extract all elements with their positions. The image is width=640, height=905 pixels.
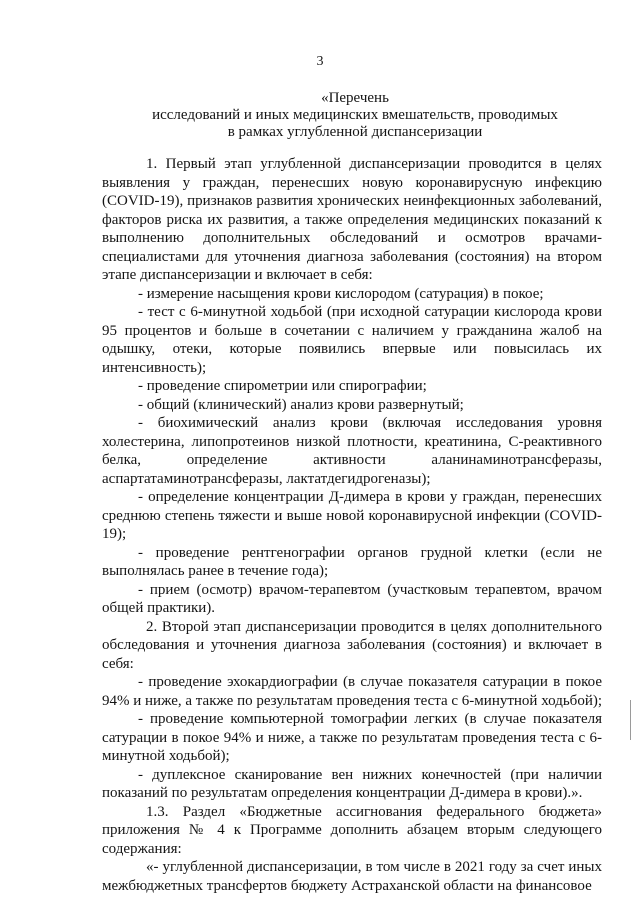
list-item: - прием (осмотр) врачом-терапевтом (участковым терапевтом, врачом общей практики). [102, 581, 602, 616]
document-title [120, 90, 590, 141]
list-item: - дуплексное сканирование вен нижних конечностей (при наличии показаний по результатам определения концентрации Д-димера в крови).». [102, 766, 602, 801]
list-item: - общий (клинический) анализ крови развернутый; [138, 396, 464, 413]
title-line-2: исследований и иных медицинских вмешательств, проводимых [152, 107, 558, 123]
list-item: - проведение эхокардиографии (в случае показателя сатурации в покое 94% и ниже, а также по результатам проведения теста с 6-минутной ходьбой); [102, 674, 603, 709]
title-line-3: в рамках углубленной диспансеризации [227, 124, 483, 140]
list-item: - биохимический анализ крови (включая исследования уровня холестерина, липопротеинов низкой плотности, креатинина, С-реактивного белка, определение активности аланинаминотрансферазы, аспартатаминотрансферазы, лактатдегидрогеназы); [102, 415, 602, 487]
list-item: - проведение спирометрии или спирографии; [138, 378, 427, 394]
paragraph-stage-1: 1. Первый этап углубленной диспансеризации проводится в целях выявления у граждан, перенесших новую коронавирусную инфекцию (COVID-19), признаков развития хронических неинфекционных заболеваний, факторов риска их развития, а также определения медицинских показаний к выполнению дополнительных обследований и осмотров врачами-специалистами для уточнения диагноза заболевания (состояния) на втором этапе диспансеризации и включает в себя: [102, 156, 602, 283]
paragraph-section-1-3: 1.3. Раздел «Бюджетные ассигнования федерального бюджета» приложения № 4 к Программе дополнить абзацем вторым следующего содержания: [102, 803, 602, 857]
list-item: - тест с 6-минутной ходьбой (при исходной сатурации кислорода крови 95 процентов и больше в сочетании с наличием у гражданина жалоб на одышку, отеки, которые появились впервые или повысилась их интенсивность); [102, 304, 602, 376]
list-item: - измерение насыщения крови кислородом (сатурация) в покое; [138, 285, 544, 302]
title-line-1: «Перечень [321, 90, 389, 106]
list-item: - проведение компьютерной томографии легких (в случае показателя сатурации в покое 94% и ниже, а также по результатам проведения теста с 6-минутной ходьбой); [102, 711, 602, 764]
list-item: - определение концентрации Д-димера в крови у граждан, перенесших среднюю степень тяжести и выше новой коронавирусной инфекции (COVID-19); [102, 489, 602, 542]
paragraph-quote: «- углубленной диспансеризации, в том числе в 2021 году за счет иных межбюджетных трансфертов бюджету Астраханской области на финансовое [102, 859, 602, 894]
document-body [102, 155, 602, 895]
paragraph-stage-2: 2. Второй этап диспансеризации проводится в целях дополнительного обследования и уточнения диагноза заболевания (состояния) и включает в себя: [102, 618, 602, 672]
scan-artifact [630, 700, 631, 740]
list-item: - проведение рентгенографии органов грудной клетки (если не выполнялась ранее в течение года); [102, 544, 602, 579]
page-number: 3 [316, 54, 324, 69]
